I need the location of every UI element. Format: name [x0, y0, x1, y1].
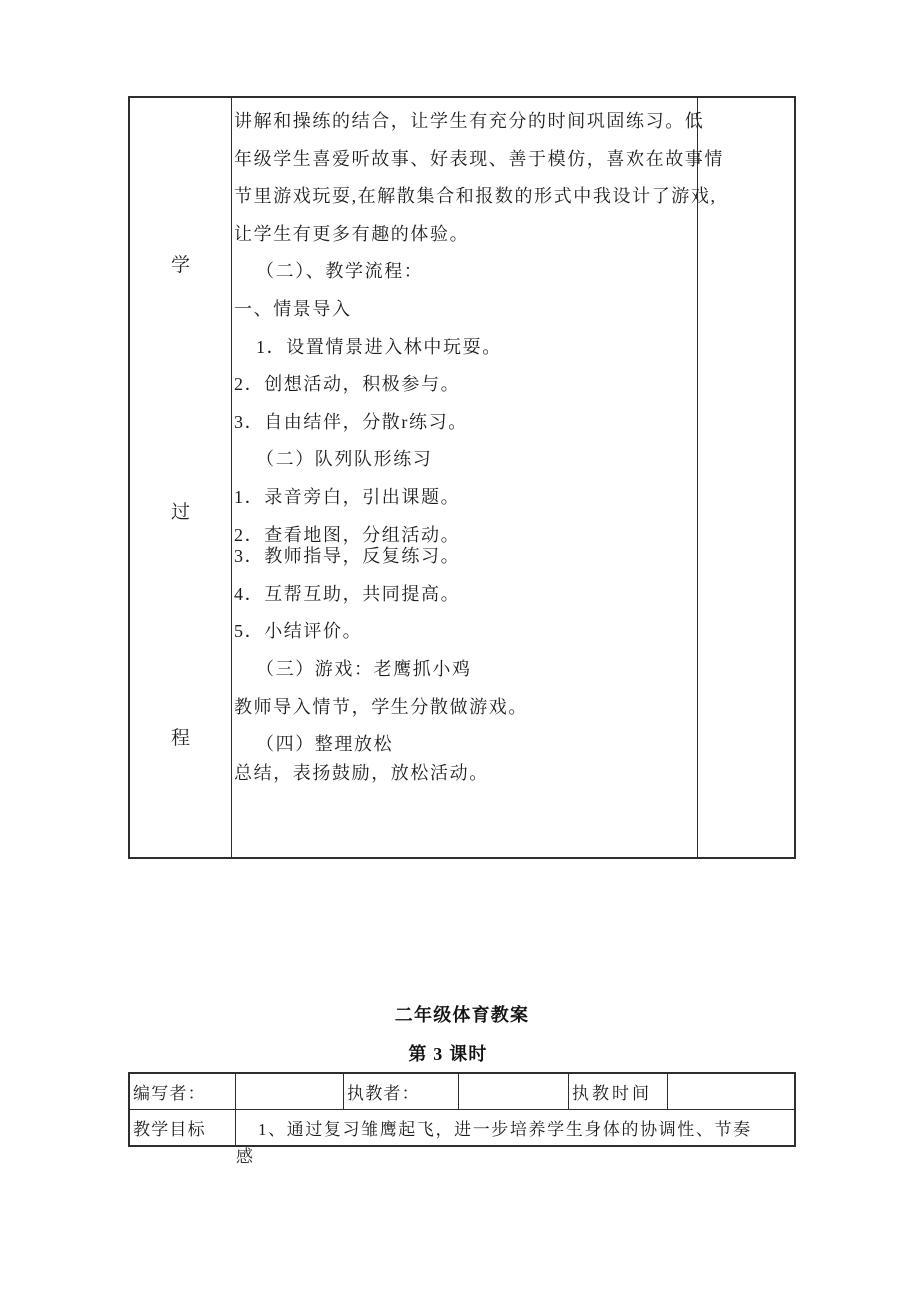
lesson-process-table	[128, 96, 796, 859]
info-table-row-2	[130, 1110, 794, 1145]
process-line: 教师导入情节，学生分散做游戏。	[234, 696, 528, 717]
objective-text-cell: 1、通过复习雏鹰起飞，进一步培养学生身体的协调性、节奏	[258, 1120, 752, 1139]
objective-label-cell: 教学目标	[130, 1110, 236, 1145]
process-line: （二）、教学流程：	[256, 261, 424, 282]
process-label-column	[130, 98, 232, 857]
process-line: 1．设置情景进入林中玩耍。	[256, 336, 502, 357]
process-line: 5．小结评价。	[234, 621, 363, 642]
process-label-char: 学	[170, 255, 190, 276]
process-label-char: 过	[170, 502, 190, 523]
process-line: 年级学生喜爱听故事、好表现、善于模仿，喜欢在故事情	[234, 148, 724, 169]
process-line: 4．互帮互助，共同提高。	[234, 583, 461, 604]
instructor-value-cell	[459, 1074, 569, 1109]
time-value-cell	[668, 1074, 794, 1109]
process-line: （二）队列队形练习	[256, 449, 433, 470]
process-line: 3．教师指导，反复练习。	[234, 546, 461, 567]
process-line: 让学生有更多有趣的体验。	[234, 223, 470, 244]
process-line: 3．自由结伴，分散r练习。	[234, 411, 468, 432]
process-line: 2．查看地图，分组活动。	[234, 524, 461, 545]
instructor-label-cell: 执教者：	[344, 1074, 459, 1109]
process-line: （四）整理放松	[256, 734, 394, 755]
process-label-char: 程	[170, 728, 190, 749]
process-line: 一、情景导入	[234, 298, 352, 319]
process-content-column	[232, 98, 724, 857]
lesson-number-heading: 第 3 课时	[408, 1044, 488, 1064]
document-title: 二年级体育教案	[394, 1005, 530, 1025]
process-notes-column	[698, 98, 794, 857]
lesson-info-table	[128, 1072, 796, 1147]
process-line: 节里游戏玩耍,在解散集合和报数的形式中我设计了游戏,	[234, 186, 717, 207]
process-line: 总结，表扬鼓励，放松活动。	[234, 762, 489, 783]
info-table-row-1	[130, 1074, 794, 1110]
process-line: （三）游戏：老鹰抓小鸡	[256, 658, 472, 679]
time-label-cell: 执教时间	[569, 1074, 668, 1109]
process-line: 讲解和操练的结合，让学生有充分的时间巩固练习。低	[234, 111, 705, 131]
writer-value-cell	[236, 1074, 344, 1109]
process-line: 2．创想活动，积极参与。	[234, 374, 461, 395]
clipped-text-fragment: 感	[236, 1147, 255, 1166]
writer-label-cell: 编写者：	[130, 1074, 236, 1109]
process-line: 1．录音旁白，引出课题。	[234, 486, 461, 507]
